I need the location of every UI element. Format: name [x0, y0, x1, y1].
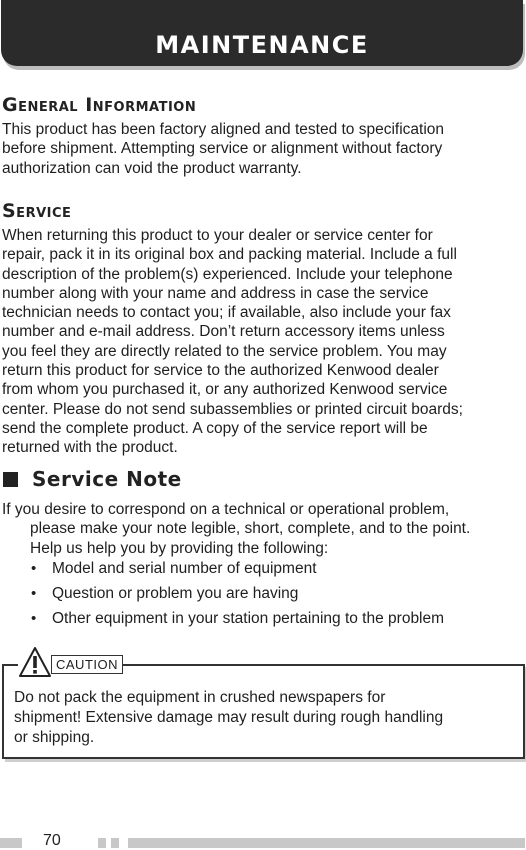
caution-text	[14, 688, 514, 748]
section-header	[1, 0, 523, 66]
text-line: technician needs to contact you; if available, also include your fax	[2, 304, 451, 322]
general-information-paragraph	[2, 120, 522, 178]
text-line: you feel they are directly related to the service problem. You may	[2, 342, 447, 360]
general-information-heading: General Information	[2, 94, 197, 116]
caution-label: CAUTION	[51, 655, 123, 674]
service-note-title: Service Note	[32, 467, 182, 491]
section-title: MAINTENANCE	[155, 31, 369, 59]
list-item-text: Model and serial number of equipment	[52, 560, 317, 577]
text-line: shipment! Extensive damage may result during rough handling	[14, 709, 444, 726]
list-item	[0, 560, 520, 585]
text-line: This product has been factory aligned and tested to specification	[2, 121, 445, 138]
footer-bar	[111, 838, 119, 848]
text-line: please make your note legible, short, complete, and to the point.	[30, 520, 471, 538]
list-item-text: Other equipment in your station pertaining to the problem	[52, 610, 445, 627]
page-number: 70	[43, 832, 61, 849]
text-line: before shipment. Attempting service or alignment without factory	[2, 140, 443, 158]
bullet-icon: •	[31, 560, 37, 577]
list-item-text: Question or problem you are having	[52, 585, 299, 602]
text-line: description of the problem(s) experienced. Include your telephone	[2, 265, 453, 283]
text-line: number along with your name and address in case the service	[2, 284, 429, 302]
list-item	[0, 585, 520, 610]
service-note-intro	[2, 500, 524, 558]
text-line: from whom you purchased it, or any authorized Kenwood service	[2, 381, 448, 399]
service-note-list	[0, 560, 520, 635]
text-line: When returning this product to your dealer or service center for	[2, 227, 433, 244]
caution-box	[2, 664, 525, 759]
text-line: number and e-mail address. Don’t return accessory items unless	[2, 323, 445, 341]
service-paragraph	[2, 226, 522, 458]
bullet-icon: •	[31, 610, 37, 627]
text-line: center. Please do not send subassemblies or printed circuit boards;	[2, 400, 463, 418]
footer-bar	[128, 838, 525, 848]
text-line: send the complete product. A copy of the service report will be	[2, 419, 428, 437]
footer-bar	[0, 838, 22, 848]
list-item	[0, 610, 520, 635]
text-line: Help us help you by providing the following:	[30, 539, 329, 557]
text-line: or shipping.	[14, 729, 95, 746]
service-heading: Service	[2, 200, 72, 222]
text-line: returned with the product.	[2, 439, 178, 457]
footer-bar	[98, 838, 106, 848]
service-note-heading	[0, 465, 182, 493]
text-line: return this product for service to the authorized Kenwood dealer	[2, 362, 439, 380]
warning-triangle-icon	[18, 646, 52, 678]
text-line: Do not pack the equipment in crushed newspapers for	[14, 689, 386, 706]
text-line: repair, pack it in its original box and packing material. Include a full	[2, 246, 457, 264]
text-line: If you desire to correspond on a technical or operational problem,	[2, 501, 450, 518]
text-line: authorization can void the product warranty.	[2, 159, 302, 177]
bullet-icon: •	[31, 585, 37, 602]
square-bullet-icon	[3, 472, 18, 487]
